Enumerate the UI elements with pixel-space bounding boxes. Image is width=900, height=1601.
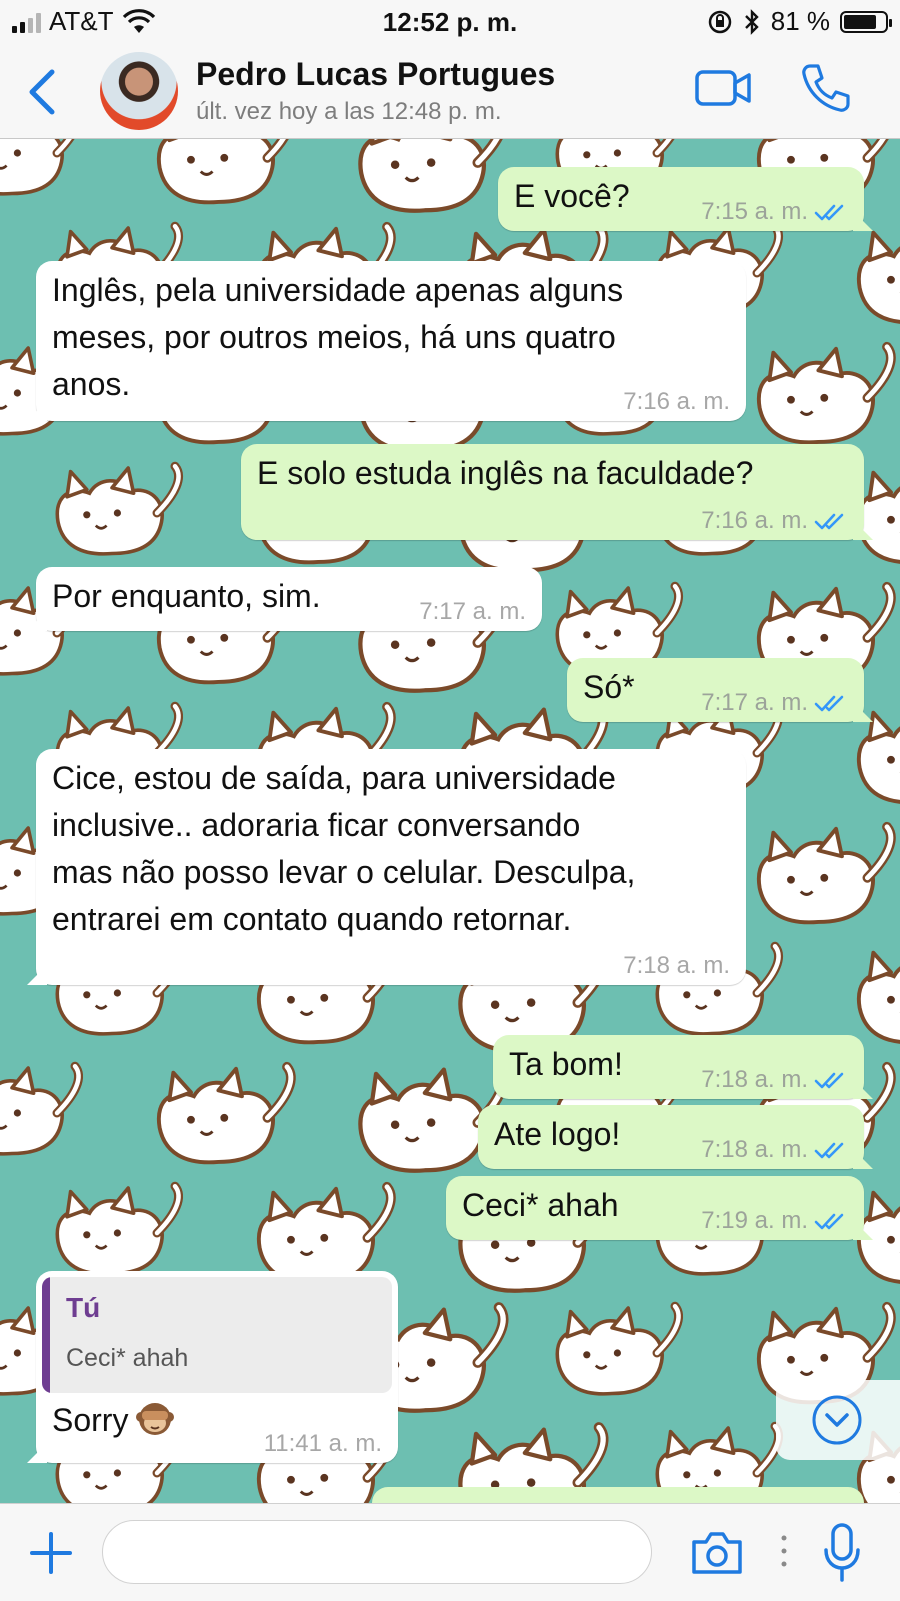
battery-percent: 81 % bbox=[770, 6, 830, 36]
message-time: 7:15 a. m. bbox=[701, 198, 808, 225]
clock: 12:52 p. m. bbox=[382, 7, 518, 37]
message-time: 7:18 a. m. bbox=[701, 1136, 808, 1163]
bluetooth-icon bbox=[743, 9, 761, 35]
chat-area[interactable] bbox=[0, 139, 900, 1503]
message-bubble-incoming[interactable] bbox=[36, 749, 746, 985]
battery-icon bbox=[840, 11, 888, 33]
last-seen-status: últ. vez hoy a las 12:48 p. m. bbox=[196, 98, 502, 125]
message-bubble-outgoing[interactable] bbox=[241, 444, 864, 540]
quote-text: Ceci* ahah bbox=[66, 1344, 189, 1372]
double-check-icon bbox=[814, 202, 848, 222]
message-text: Ta bom! bbox=[509, 1046, 623, 1082]
message-bubble-outgoing[interactable] bbox=[493, 1035, 864, 1099]
message-line: inclusive.. adoraria ficar conversando bbox=[52, 807, 581, 843]
microphone-icon[interactable] bbox=[822, 1522, 862, 1584]
plus-icon[interactable] bbox=[28, 1530, 74, 1576]
message-input-bar bbox=[0, 1503, 900, 1601]
see-no-evil-monkey-icon bbox=[136, 1399, 174, 1437]
message-text: Ate logo! bbox=[494, 1116, 621, 1152]
chevron-down-circle-icon bbox=[810, 1393, 864, 1447]
quote-author: Tú bbox=[66, 1292, 101, 1323]
quoted-message[interactable] bbox=[42, 1277, 392, 1393]
message-text: E você? bbox=[514, 178, 630, 214]
message-bubble-incoming[interactable] bbox=[36, 261, 746, 421]
message-time: 7:16 a. m. bbox=[623, 388, 730, 415]
video-call-icon[interactable] bbox=[694, 66, 752, 110]
chevron-left-icon[interactable] bbox=[22, 64, 62, 120]
status-right bbox=[707, 6, 888, 37]
message-bubble-outgoing[interactable] bbox=[567, 658, 864, 722]
quote-accent-bar bbox=[42, 1277, 50, 1393]
message-time: 7:19 a. m. bbox=[701, 1207, 808, 1234]
message-line: Inglês, pela universidade apenas alguns bbox=[52, 272, 624, 308]
message-text: Por enquanto, sim. bbox=[52, 578, 321, 614]
message-input[interactable] bbox=[102, 1520, 652, 1584]
double-check-icon bbox=[814, 1140, 848, 1160]
message-line: meses, por outros meios, há uns quatro bbox=[52, 319, 616, 355]
chat-header bbox=[0, 44, 900, 139]
status-bar bbox=[0, 0, 900, 44]
contact-name[interactable]: Pedro Lucas Portugues bbox=[196, 56, 556, 92]
message-line: mas não posso levar o celular. Desculpa, bbox=[52, 854, 636, 890]
more-options-dots-icon[interactable] bbox=[780, 1534, 788, 1568]
carrier-label: AT&T bbox=[49, 6, 114, 36]
message-text: Sorry bbox=[52, 1402, 129, 1438]
message-time: 7:18 a. m. bbox=[623, 952, 730, 979]
message-time: 7:18 a. m. bbox=[701, 1066, 808, 1093]
camera-icon[interactable] bbox=[690, 1528, 744, 1576]
message-bubble-reply[interactable] bbox=[36, 1271, 398, 1463]
message-line: anos. bbox=[52, 366, 131, 402]
message-time: 7:16 a. m. bbox=[701, 507, 808, 534]
message-line: entrarei em contato quando retornar. bbox=[52, 901, 572, 937]
message-line: Cice, estou de saída, para universidade bbox=[52, 760, 616, 796]
message-text: Ceci* ahah bbox=[462, 1187, 619, 1223]
message-bubble-outgoing[interactable] bbox=[478, 1105, 864, 1169]
message-time: 11:41 a. m. bbox=[263, 1430, 382, 1457]
double-check-icon bbox=[814, 693, 848, 713]
message-time: 7:17 a. m. bbox=[701, 689, 808, 716]
message-bubble-outgoing[interactable] bbox=[498, 167, 864, 231]
message-bubble-incoming[interactable] bbox=[36, 567, 542, 631]
message-bubble-outgoing[interactable] bbox=[446, 1176, 864, 1240]
orientation-lock-icon bbox=[707, 9, 733, 35]
double-check-icon bbox=[814, 1211, 848, 1231]
message-text: E solo estuda inglês na faculdade? bbox=[257, 455, 754, 491]
avatar[interactable] bbox=[100, 52, 178, 130]
double-check-icon bbox=[814, 1070, 848, 1090]
phone-call-icon[interactable] bbox=[800, 62, 852, 114]
message-text: Só* bbox=[583, 669, 635, 705]
message-bubble-outgoing-partial[interactable] bbox=[372, 1487, 864, 1503]
message-time: 7:17 a. m. bbox=[419, 598, 526, 625]
scroll-to-bottom-button[interactable] bbox=[776, 1380, 900, 1460]
double-check-icon bbox=[814, 511, 848, 531]
